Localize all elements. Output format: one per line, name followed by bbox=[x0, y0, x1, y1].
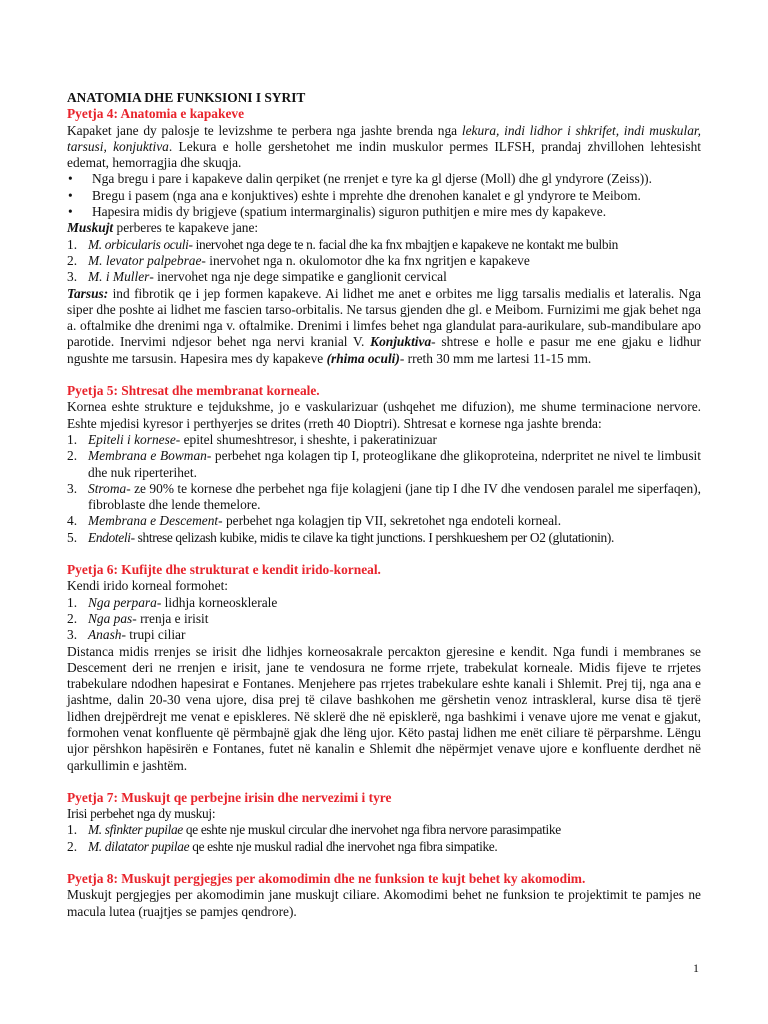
list-item: 3. Anash- trupi ciliar bbox=[67, 627, 186, 643]
q4-intro: Kapaket jane dy palosje te levizshme te perbera nga jashte brenda nga lekura, indi lidhor i shkrifet, indi muskular, tarsusi, konjuktiva. Lekura e holle gershetohet me indin muskulor permes ILFSH, prandaj zhvillohen lehtesisht edemat, hemorragjia dhe skuqja. bbox=[67, 122, 701, 171]
list-item: 2. Membrana e Bowman- perbehet nga kolagen tip I, proteoglikane dhe glikoproteina, nderpritet ne nivel te limbusit dhe nuk riperterihet. bbox=[67, 448, 701, 480]
page-number: 1 bbox=[693, 961, 699, 975]
q8-paragraph: Muskujt pergjegjes per akomodimin jane muskujt ciliare. Akomodimi behet ne funksion te projektimit te pamjes ne macula lutea (ruajtjes se pamjes qendrore). bbox=[67, 887, 701, 919]
q5-heading: Pyetja 5: Shtresat dhe membranat korneale. bbox=[67, 383, 320, 399]
q4-tarsus-paragraph: Tarsus: ind fibrotik qe i jep formen kapakeve. Ai lidhet me anet e orbites me ligg tarsalis medialis et lateralis. Nga siper dhe poshte ai lidhet me fascien tarso-orbitalis. Ne tarsus gjenden dhe gl. e Meibom. Furnizimi me gjak behet nga a. oftalmike dhe drenimi nga v. oftalmike. Drenimi i limfes behet nga glandulat para-aurikulare, sub-mandibulare apo parotide. Inervimi ndjesor behet nga nervi kranial V. Konjuktiva- shtrese e holle e pasur me ene gjaku e lidhur ngushte me tarsusin. Hapesira mes dy kapakeve (rhima oculi)- rreth 30 mm me lartesi 11-15 mm. bbox=[67, 285, 701, 366]
document-page bbox=[67, 90, 701, 920]
list-item: 1. Nga perpara- lidhja korneosklerale bbox=[67, 594, 278, 610]
list-item: 1. Epiteli i kornese- epitel shumeshtresor, i sheshte, i pakeratinizuar bbox=[67, 431, 438, 447]
list-item: • Bregu i pasem (nga ana e konjuktives) eshte i mprehte dhe drenohen kanalet e gl yndyrore te Meibom. bbox=[68, 187, 641, 203]
bullet-icon: • bbox=[68, 187, 73, 203]
q6-paragraph: Distanca midis rrenjes se irisit dhe lidhjes korneosakrale percakton gjeresine e kendit. Nga fundi i membranes se Descement deri ne rrenjen e irisit, jane te vendosura ne forme rrjete, trabekulat korneale. Midis fijeve te rrjetes trabekulare ndodhen hapesirat e Fontanes. Menjehere pas rrjetes trabekulare eshte kanali i Shlemit. Prej tij, nga ana e jashtme, dalin 20-30 vena ujore, disa prej të cilave bashkohen me gërshetin venoz intraskleral, kurse disa të tjerë lidhen drejpërdrejt me venat e episkleres. Në sklerë dhe në episklerë, nga bashkimi i venave ujore me venat e gjakut, formohen venat konfluente që përmbajnë gjak dhe lëng ujor. Këto pastaj lidhen me enët ciliare të përparshme. Lëngu ujor përshkon hapësirën e Fontanes, futet në kanalin e Shlemit dhe nëpërmjet venave ujore e konfluente derdhet në qarkullimin e jashtëm. bbox=[67, 643, 701, 773]
list-item: 3. M. i Muller- inervohet nga nje dege simpatike e ganglionit cervical bbox=[67, 269, 447, 285]
list-item: 4. Membrana e Descement- perbehet nga kolagjen tip VII, sekretohet nga endoteli korneal. bbox=[67, 513, 562, 529]
q7-intro: Irisi perbehet nga dy muskuj: bbox=[67, 806, 216, 822]
q7-heading: Pyetja 7: Muskujt qe perbejne irisin dhe nervezimi i tyre bbox=[67, 789, 392, 805]
list-item: • Nga bregu i pare i kapakeve dalin qerpiket (ne rrenjet e tyre ka gl djerse (Moll) dhe gl yndyrore (Zeiss)). bbox=[68, 171, 652, 187]
bullet-icon: • bbox=[68, 204, 73, 220]
list-item: 1. M. sfinkter pupilae qe eshte nje muskul circular dhe inervohet nga fibra nervore parasimpatike bbox=[67, 822, 561, 838]
document-title: ANATOMIA DHE FUNKSIONI I SYRIT bbox=[67, 90, 306, 105]
q4-heading: Pyetja 4: Anatomia e kapakeve bbox=[67, 106, 245, 122]
list-item: 3. Stroma- ze 90% te kornese dhe perbehet nga fije kolagjeni (jane tip I dhe IV dhe vendosen paralel me siperfaqen), fibroblaste dhe lende themelore. bbox=[67, 480, 701, 513]
q6-intro: Kendi irido korneal formohet: bbox=[67, 578, 229, 594]
q8-heading: Pyetja 8: Muskujt pergjegjes per akomodimin dhe ne funksion te kujt behet ky akomodim. bbox=[67, 871, 586, 887]
list-item: 1. M. orbicularis oculi- inervohet nga dege te n. facial dhe ka fnx mbajtjen e kapakeve ne kontakt me bulbin bbox=[67, 236, 618, 252]
list-item: 2. M. levator palpebrae- inervohet nga n. okulomotor dhe ka fnx ngritjen e kapakeve bbox=[67, 252, 530, 268]
list-item: 2. Nga pas- rrenja e irisit bbox=[67, 610, 209, 626]
q4-muscles-intro: Muskujt perberes te kapakeve jane: bbox=[67, 220, 259, 236]
list-item: 5. Endoteli- shtrese qelizash kubike, midis te cilave ka tight junctions. I pershkueshem per O2 (glutationin). bbox=[67, 529, 614, 545]
list-item: • Hapesira midis dy brigjeve (spatium intermarginalis) siguron puthitjen e mire mes dy kapakeve. bbox=[68, 204, 607, 220]
list-item: 2. M. dilatator pupilae qe eshte nje muskul radial dhe inervohet nga fibra simpatike. bbox=[67, 838, 498, 854]
q6-heading: Pyetja 6: Kufijte dhe strukturat e kendit irido-korneal. bbox=[67, 562, 381, 578]
q5-intro: Kornea eshte strukture e tejdukshme, jo e vaskularizuar (ushqehet me difuzion), me shume terminacione nervore. Eshte mjedisi kyresor i perthyerjes se drites (rreth 40 Dioptri). Shtresat e kornese nga jashte brenda: bbox=[67, 399, 701, 431]
bullet-icon: • bbox=[68, 171, 73, 187]
